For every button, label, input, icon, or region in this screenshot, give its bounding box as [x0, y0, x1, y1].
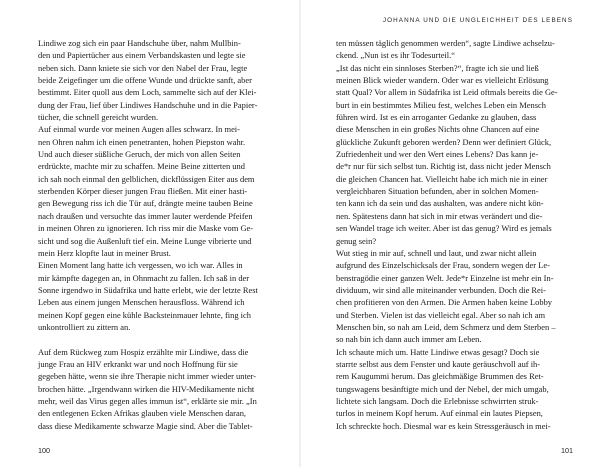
text-line: Auf dem Rückweg zum Hospiz erzählte mir Lindiwe, dass die	[38, 346, 249, 357]
text-line: die gleichen Chancen hat. Vielleicht habe ich mich nie in einer	[336, 173, 548, 184]
text-line: Ich schreckte hoch. Diesmal war es kein Stressgeräusch in mei-	[336, 420, 551, 431]
text-line: den entlegenen Ecken Afrikas glauben viele Menschen daran,	[38, 408, 247, 419]
text-line: de*r nur für sich selbst tun. Richtig ist, dass nicht jeder Mensch	[336, 161, 551, 172]
text-line: Lindiwe zog sich ein paar Handschuhe über, nahm Mullbin-	[38, 38, 241, 48]
text-line: chen profitieren von den Armen. Die Armen haben keine Lobby	[336, 297, 553, 308]
text-line: dass diese Medikamente schwarze Magie sind. Aber die Tablet-	[38, 420, 253, 431]
text-line: statt Qual? Vor allem in Südafrika ist Leid oftmals bereits die Ge-	[336, 87, 558, 98]
text-line: ten müssen täglich genommen werden“, sagte Lindiwe achselzu-	[336, 38, 555, 48]
text-line: Leben aus einem jungen Menschen herausfloss. Während ich	[38, 297, 245, 308]
text-line: ten kann ich da sein und das aushalten, was andere nicht kön-	[336, 198, 544, 209]
text-line: diese Menschen in ein großes Nichts ohne Chancen auf eine	[336, 124, 540, 135]
text-line: mir kämpfte dagegen an, in Ohnmacht zu fallen. Ich saß in der	[38, 272, 250, 283]
text-line: mein Herz klopfte laut in meiner Brust.	[38, 247, 171, 258]
text-line: ich sah noch einmal den gelblichen, dickflüssigen Eiter aus dem	[38, 173, 255, 184]
text-line: so nah bin ich dann auch immer am Leben.	[336, 334, 482, 345]
text-line: benstragödie einer ganzen Welt. Jede*r Einzelne ist mehr ein In-	[336, 272, 554, 283]
text-line: erdrückte, machte mir zu schaffen. Meine Beine zitterten und	[38, 161, 245, 172]
text-line: „Ist das nicht ein sinnloses Sterben?“, fragte ich sie und ließ	[336, 62, 539, 73]
text-line: Wut stieg in mir auf, schnell und laut, und zwar nicht allein	[336, 247, 537, 258]
text-line: unkontrolliert zu zittern an.	[38, 321, 131, 332]
text-line: Sonne irgendwo in Südafrika und hatte erlebt, wie der letzte Rest	[38, 284, 258, 295]
text-line: gen Bewegung riss ich die Tür auf, drängte meine tauben Beine	[38, 198, 253, 209]
text-line: dividuum, wir sind alle miteinander verbunden. Doch die Rei-	[336, 284, 546, 295]
paragraph-break	[38, 333, 268, 345]
left-page-number: 100	[38, 446, 50, 455]
text-line: vergleichbaren Situation befunden, aber in solchen Momen-	[336, 186, 539, 197]
text-line: führen wird. Ist es ein arroganter Gedanke zu glauben, dass	[336, 112, 537, 123]
text-line: neben sich. Dann kniete sie sich vor den Nabel der Frau, legte	[38, 62, 248, 73]
text-line: burt in ein bestimmtes Milieu fest, welches Leben ein Mensch	[336, 99, 546, 110]
text-line: turlos in meinem Kopf herum. Auf einmal ein lautes Piepsen,	[336, 408, 543, 419]
text-line: mehr, weil das Virus gegen alles immun ist“, erklärte sie mir. „In	[38, 395, 257, 406]
text-line: beide Zeigefinger um die offene Wunde und drückte sanft, aber	[38, 75, 252, 86]
text-line: Menschen bin, so nah am Leid, dem Schmerz und dem Sterben –	[336, 321, 556, 332]
text-line: sterbenden Körper dieser jungen Frau fließen. Mit einer hasti-	[38, 186, 248, 197]
text-line: den und Papiertücher aus einem Verbandskasten und legte sie	[38, 50, 246, 61]
text-line: Einen Moment lang hatte ich vergessen, wo ich war. Alles in	[38, 260, 243, 271]
text-line: glückliche Zukunft geboren werden? Denn wer definiert Glück,	[336, 136, 552, 147]
text-line: tungswagens besänftigte mich und der Nebel, der mich umgab,	[336, 383, 549, 394]
text-line: junge Frau an HIV erkrankt war und noch Hoffnung für sie	[38, 358, 238, 369]
text-line: und Sterben. Vielen ist das vielleicht egal. Aber so nah ich am	[336, 309, 546, 320]
text-line: nen Ohren nahm ich einen penetranten, hohen Piepston wahr.	[38, 136, 246, 147]
text-line: Zufriedenheit und wer den Wert eines Lebens? Das kann je-	[336, 149, 539, 160]
text-line: meinen Blick wieder wandern. Oder war es vielleicht Erlösung	[336, 75, 549, 86]
text-line: lichtete sich langsam. Doch die Erlebnisse schwirrten struk-	[336, 395, 539, 406]
text-line: dung der Frau, lief über Lindiwes Handschuhe und in die Papier-	[38, 99, 258, 110]
text-line: in meinen Ohren zu ignorieren. Ich riss mir die Maske vom Ge-	[38, 223, 254, 234]
left-page	[0, 0, 299, 467]
text-line: rem Kaugummi herum. Das gleichmäßige Brummen des Ret-	[336, 371, 544, 382]
text-line: Ich schaute mich um. Hatte Lindiwe etwas gesagt? Doch sie	[336, 346, 540, 357]
text-line: meinen Kopf gegen eine kühle Backsteinmauer lehnte, fing ich	[38, 309, 251, 320]
right-page-body	[336, 37, 566, 432]
text-line: genug sein?	[336, 235, 377, 246]
text-line: bestimmt. Eiter quoll aus dem Loch, sammelte sich auf der Klei-	[38, 87, 257, 98]
text-line: sen Wandel trage ich weiter. Aber ist das genug? Wird es jemals	[336, 223, 552, 234]
text-line: brochen hätte. „Irgendwann wirken die HIV-Medikamente nicht	[38, 383, 255, 394]
text-line: aufgrund des Einzelschicksals der Frau, sondern wegen der Le-	[336, 260, 550, 271]
right-page	[301, 0, 600, 467]
text-line: nach draußen und versuchte das immer lauter werdende Pfeifen	[38, 210, 253, 221]
text-line: ckend. „Nun ist es ihr Todesurteil.“	[336, 50, 455, 61]
right-page-number: 101	[561, 446, 573, 455]
left-page-body	[38, 37, 268, 432]
text-line: tücher, die schnell gereicht wurden.	[38, 112, 159, 123]
text-line: Und auch dieser süßliche Geruch, der mich von allen Seiten	[38, 149, 241, 160]
running-head: JOHANNA UND DIE UNGLEICHHEIT DES LEBENS	[382, 17, 573, 24]
text-line: gegeben hätte, wenn sie ihre Therapie nicht immer wieder unter-	[38, 371, 257, 382]
text-line: nen. Spätestens dann hat sich in mir etwas verändert und die-	[336, 210, 543, 221]
text-line: sicht und sog die Außenluft tief ein. Meine Lunge vibrierte und	[38, 235, 252, 246]
text-line: Auf einmal wurde vor meinen Augen alles schwarz. In mei-	[38, 124, 240, 135]
text-line: starrte selbst aus dem Fenster und kaute geräuschvoll auf ih-	[336, 358, 541, 369]
